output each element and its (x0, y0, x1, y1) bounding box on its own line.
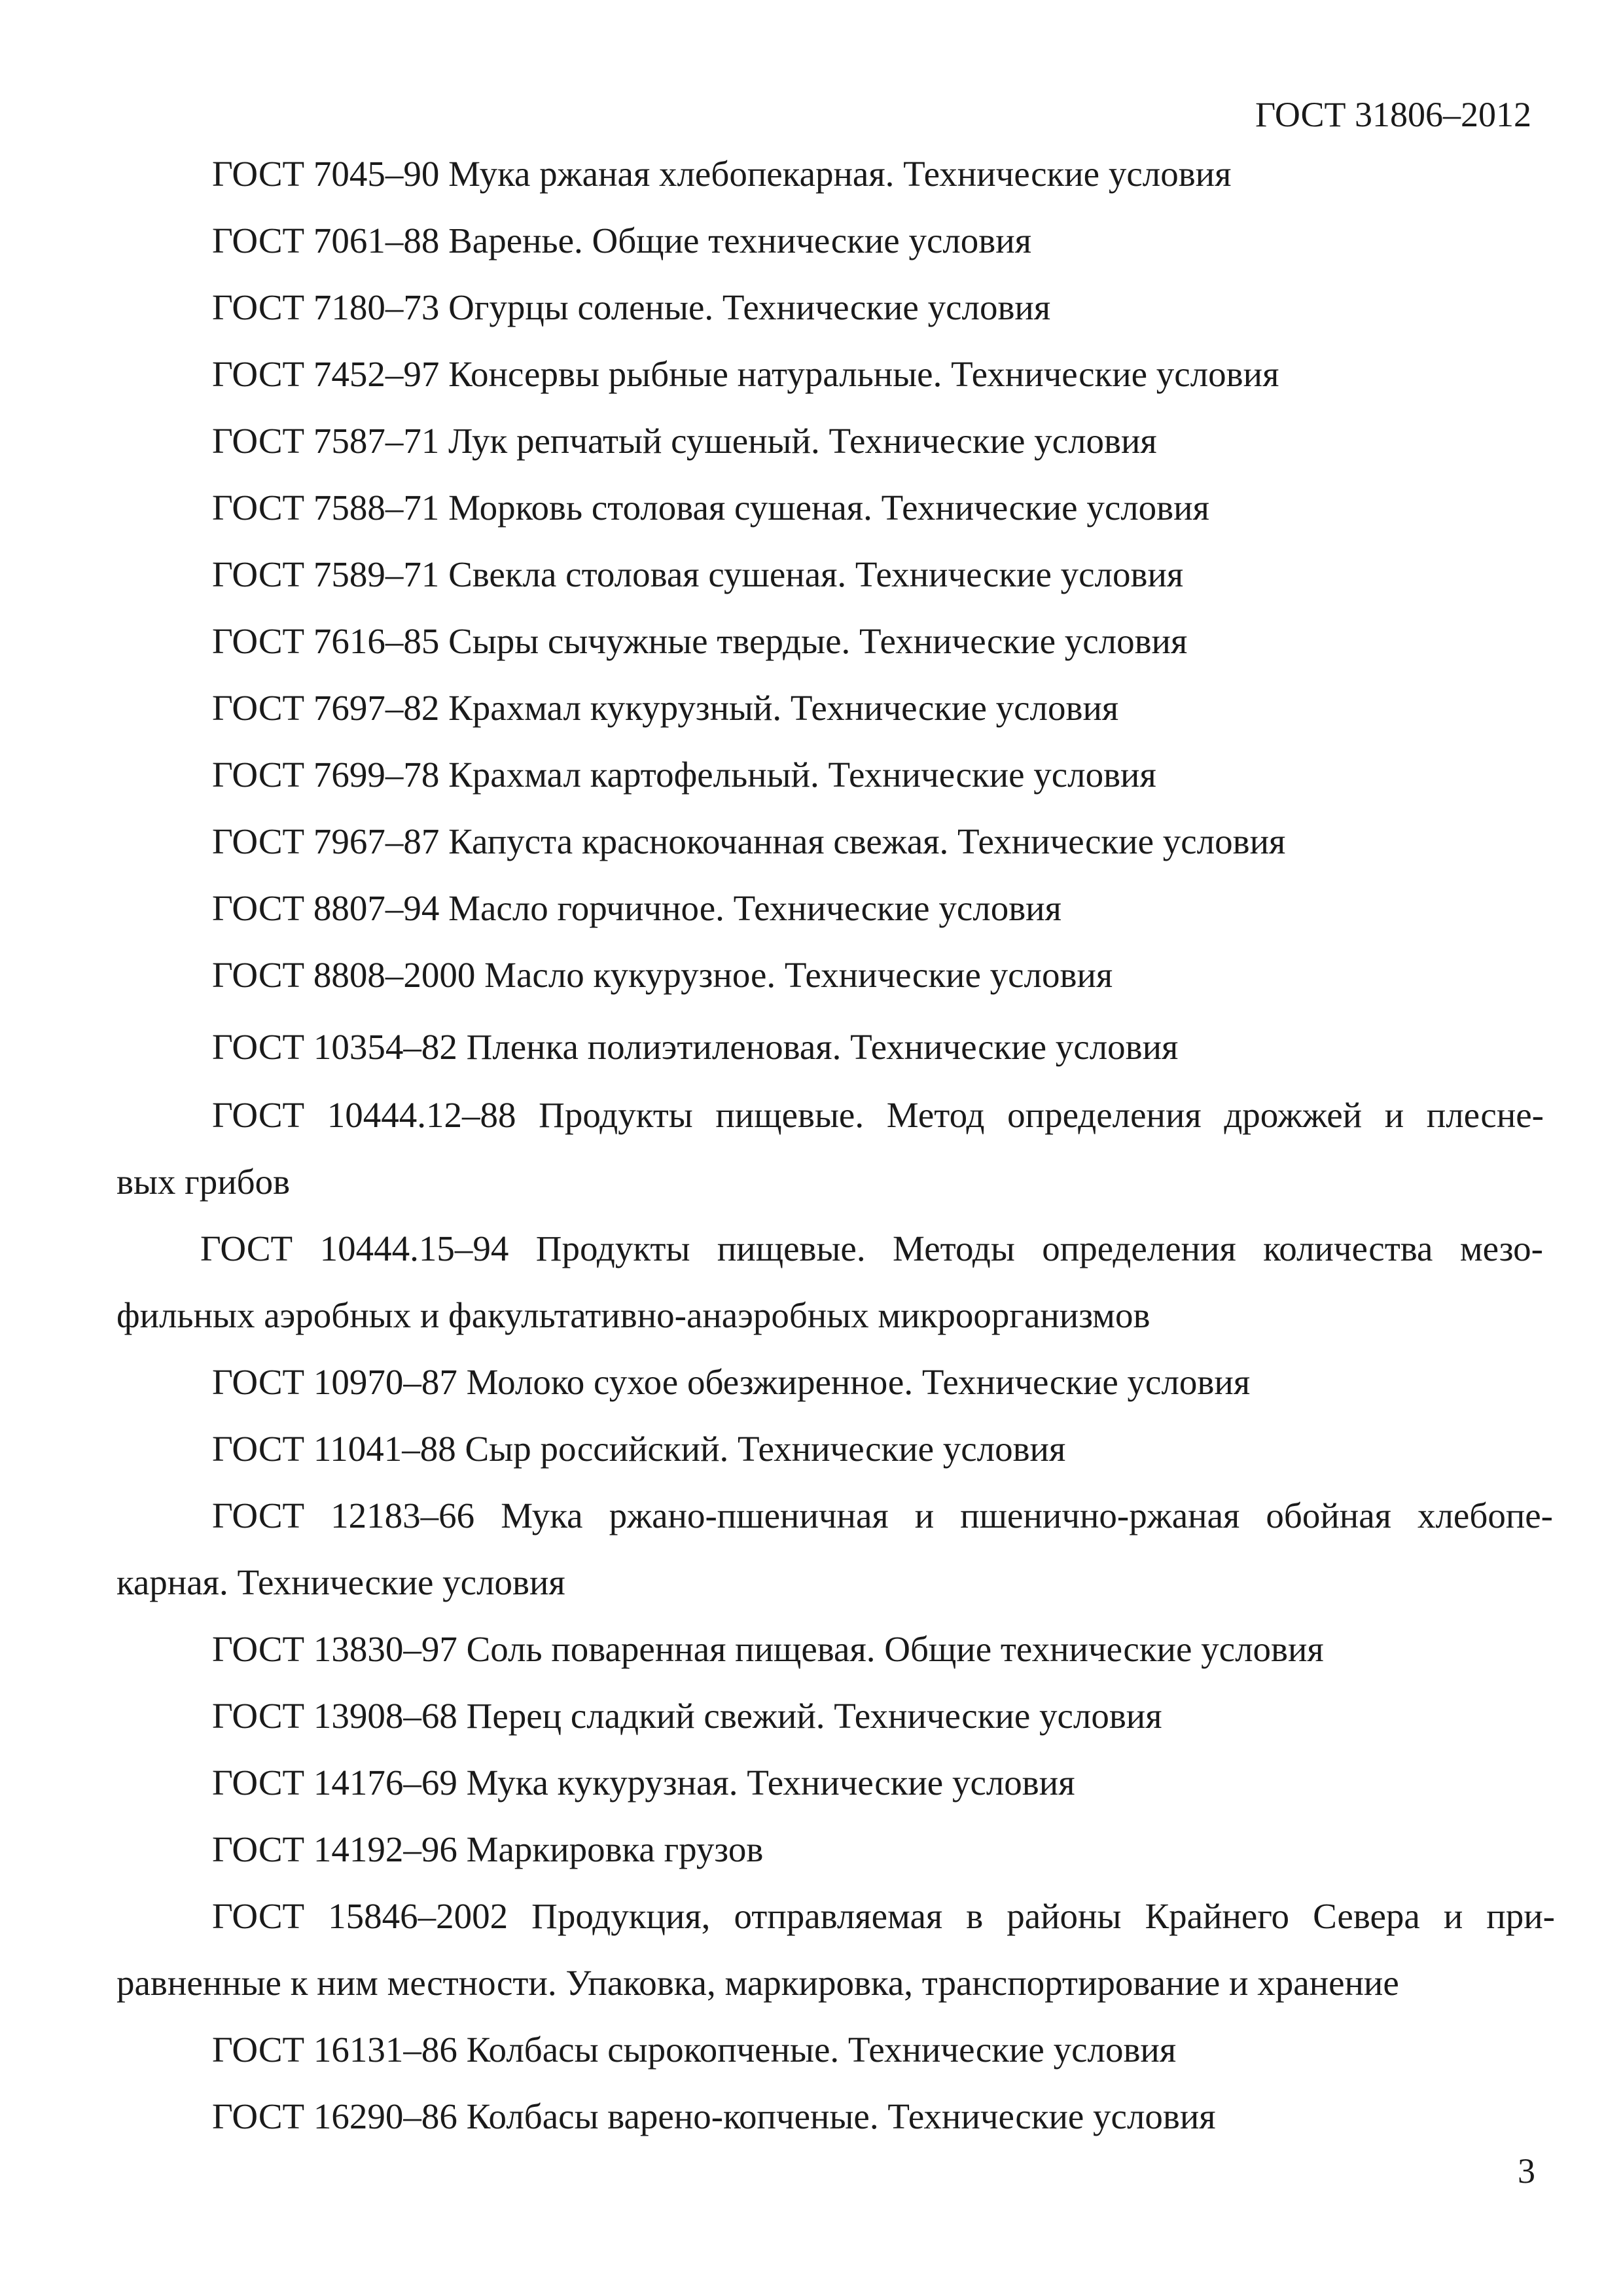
reference-line: ГОСТ 7697–82 Крахмал кукурузный. Технические условия (212, 688, 1119, 728)
reference-line-continuation: вых грибов (116, 1162, 291, 1202)
reference-line (0, 1230, 1623, 1266)
reference-line: ГОСТ 7616–85 Сыры сычужные твердые. Технические условия (212, 621, 1188, 661)
reference-line (0, 1498, 1623, 1534)
reference-line (0, 1898, 1623, 1934)
reference-line: ГОСТ 16131–86 Колбасы сырокопченые. Технические условия (212, 2030, 1177, 2070)
reference-line: ГОСТ 7587–71 Лук репчатый сушеный. Технические условия (212, 421, 1157, 461)
reference-line: ГОСТ 7967–87 Капуста краснокочанная свежая. Технические условия (212, 821, 1286, 861)
reference-line: ГОСТ 7061–88 Варенье. Общие технические условия (212, 221, 1032, 260)
reference-line (0, 1097, 1623, 1133)
page-number: 3 (1518, 2151, 1535, 2191)
reference-line: ГОСТ 7452–97 Консервы рыбные натуральные. Технические условия (212, 354, 1279, 394)
reference-line-continuation: равненные к ним местности. Упаковка, маркировка, транспортирование и хранение (116, 1963, 1399, 2003)
reference-line: ГОСТ 14192–96 Маркировка грузов (212, 1829, 764, 1869)
reference-line-text: ГОСТ 10444.15–94 Продукты пищевые. Методы определения количества мезо- (200, 1229, 1543, 1268)
reference-line: ГОСТ 8808–2000 Масло кукурузное. Технические условия (212, 955, 1113, 995)
reference-line-continuation: карная. Технические условия (116, 1562, 565, 1602)
reference-line: ГОСТ 7699–78 Крахмал картофельный. Технические условия (212, 755, 1156, 795)
reference-line: ГОСТ 13830–97 Соль поваренная пищевая. Общие технические условия (212, 1629, 1324, 1669)
reference-line-continuation: фильных аэробных и факультативно-анаэробных микроорганизмов (116, 1295, 1150, 1335)
reference-line: ГОСТ 7589–71 Свекла столовая сушеная. Технические условия (212, 554, 1184, 594)
reference-line: ГОСТ 14176–69 Мука кукурузная. Технические условия (212, 1763, 1075, 1803)
reference-line-text: ГОСТ 12183–66 Мука ржано-пшеничная и пшенично-ржаная обойная хлебопе- (212, 1496, 1553, 1535)
reference-line-text: ГОСТ 10444.12–88 Продукты пищевые. Метод определения дрожжей и плесне- (212, 1095, 1544, 1135)
reference-line: ГОСТ 11041–88 Сыр российский. Технические условия (212, 1429, 1066, 1469)
reference-line: ГОСТ 7588–71 Морковь столовая сушеная. Технические условия (212, 488, 1209, 528)
document-header: ГОСТ 31806–2012 (1255, 95, 1531, 134)
reference-line: ГОСТ 10354–82 Пленка полиэтиленовая. Технические условия (212, 1027, 1179, 1067)
reference-line: ГОСТ 7180–73 Огурцы соленые. Технические условия (212, 287, 1051, 327)
reference-line-text: ГОСТ 15846–2002 Продукция, отправляемая в районы Крайнего Севера и при- (212, 1896, 1555, 1936)
reference-line: ГОСТ 7045–90 Мука ржаная хлебопекарная. Технические условия (212, 154, 1232, 194)
reference-line: ГОСТ 10970–87 Молоко сухое обезжиренное. Технические условия (212, 1362, 1251, 1402)
reference-line: ГОСТ 16290–86 Колбасы варено-копченые. Технические условия (212, 2096, 1216, 2136)
reference-line: ГОСТ 13908–68 Перец сладкий свежий. Технические условия (212, 1696, 1162, 1736)
reference-line: ГОСТ 8807–94 Масло горчичное. Технические условия (212, 888, 1061, 928)
